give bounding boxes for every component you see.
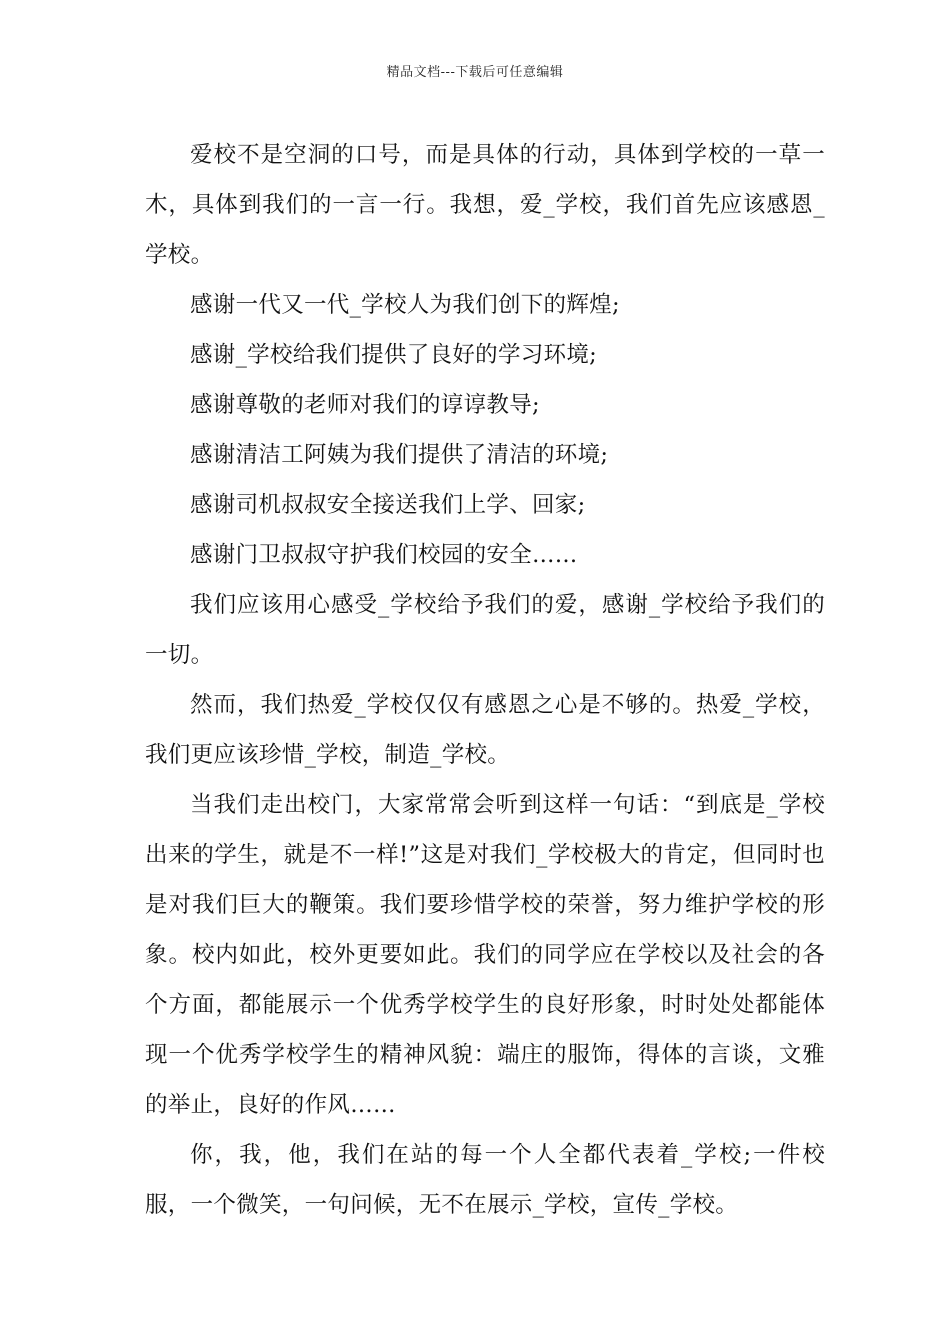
paragraph-3: 感谢_学校给我们提供了良好的学习环境; bbox=[190, 342, 598, 368]
paragraph-7: 感谢门卫叔叔守护我们校园的安全…… bbox=[190, 542, 578, 568]
paragraph-1: 爱校不是空洞的口号，而是具体的行动，具体到学校的一草一木，具体到我们的一言一行。我想，爱_学校，我们首先应该感恩_学校。 bbox=[145, 142, 825, 268]
paragraph-10: 当我们走出校门，大家常常会听到这样一句话：“到底是_学校出来的学生，就是不一样!”这是对我们_学校极大的肯定，但同时也是对我们巨大的鞭策。我们要珍惜学校的荣誉，努力维护学校的形象。校内如此，校外更要如此。我们的同学应在学校以及社会的各个方面，都能展示一个优秀学校学生的良好形象，时时处处都能体现一个优秀学校学生的精神风貌：端庄的服饰，得体的言谈，文雅的举止，良好的作风…… bbox=[145, 792, 825, 1118]
paragraph-2: 感谢一代又一代_学校人为我们创下的辉煌; bbox=[190, 292, 620, 318]
paragraph-6: 感谢司机叔叔安全接送我们上学、回家; bbox=[190, 492, 586, 518]
paragraph-9: 然而，我们热爱_学校仅仅有感恩之心是不够的。热爱_学校，我们更应该珍惜_学校，制造_学校。 bbox=[145, 692, 825, 768]
paragraph-5: 感谢清洁工阿姨为我们提供了清洁的环境; bbox=[190, 442, 609, 468]
page-header: 精品文档---下载后可任意编辑 bbox=[386, 65, 564, 80]
document-body bbox=[145, 130, 825, 1230]
paragraph-11: 你，我，他，我们在站的每一个人全都代表着_学校;一件校服，一个微笑，一句问候，无不在展示_学校，宣传_学校。 bbox=[145, 1142, 825, 1218]
paragraph-8: 我们应该用心感受_学校给予我们的爱，感谢_学校给予我们的一切。 bbox=[145, 592, 825, 668]
paragraph-4: 感谢尊敬的老师对我们的谆谆教导; bbox=[190, 392, 540, 418]
